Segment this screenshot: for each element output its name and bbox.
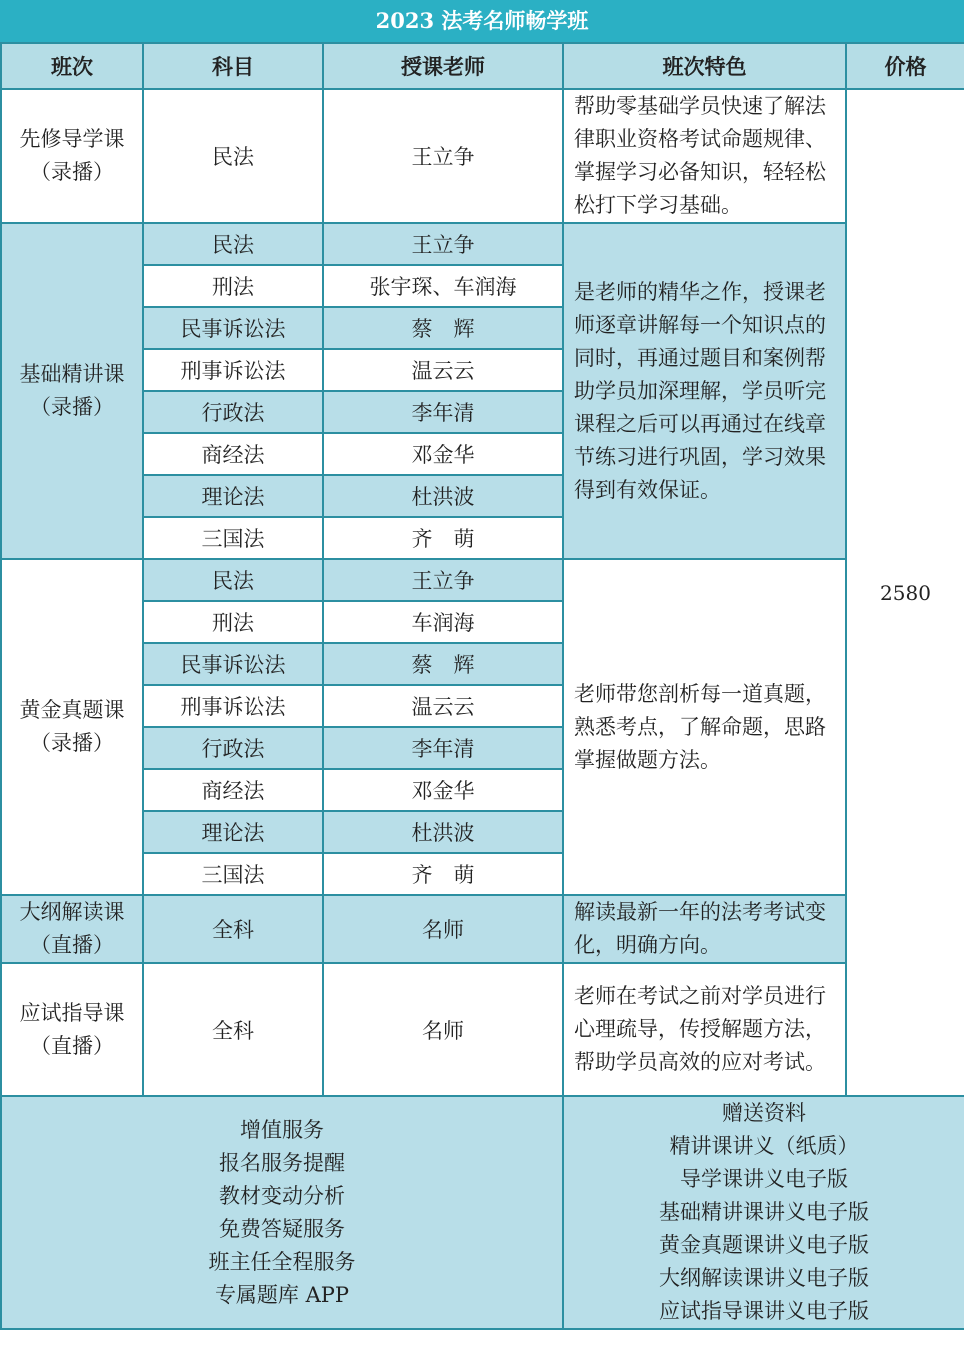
table-row — [1, 895, 964, 963]
list-item: 导学课讲义电子版 — [680, 1167, 848, 1191]
table-row — [1, 89, 964, 223]
teacher-cell: 温云云 — [323, 349, 563, 391]
teacher-cell: 车润海 — [323, 601, 563, 643]
teacher-cell: 名师 — [323, 895, 563, 963]
class-name-cell — [1, 559, 143, 895]
teacher-cell: 温云云 — [323, 685, 563, 727]
subject-cell: 民法 — [143, 559, 323, 601]
list-item: 免费答疑服务 — [219, 1216, 345, 1241]
subject-cell: 刑事诉讼法 — [143, 349, 323, 391]
teacher-cell: 杜洪波 — [323, 811, 563, 853]
list-item: 黄金真题课讲义电子版 — [659, 1233, 869, 1257]
teacher-cell: 邓金华 — [323, 433, 563, 475]
subject-cell: 理论法 — [143, 811, 323, 853]
list-item: 精讲课讲义（纸质） — [669, 1134, 859, 1158]
subject-cell: 刑法 — [143, 601, 323, 643]
teacher-cell: 王立争 — [323, 89, 563, 223]
feature-cell: 老师带您剖析每一道真题，熟悉考点，了解命题，思路掌握做题方法。 — [563, 559, 846, 895]
subject-cell: 民法 — [143, 223, 323, 265]
class-name: 大纲解读课 — [19, 900, 125, 924]
class-mode: （录播） — [30, 160, 114, 184]
list-item: 班主任全程服务 — [208, 1249, 356, 1274]
teacher-cell: 张宇琛、车润海 — [323, 265, 563, 307]
services-title: 增值服务 — [240, 1117, 324, 1142]
class-mode: （录播） — [30, 731, 114, 755]
class-name: 应试指导课 — [19, 1000, 125, 1025]
price-cell: 2580 — [846, 89, 964, 1096]
list-item: 基础精讲课讲义电子版 — [659, 1200, 869, 1224]
subject-cell: 三国法 — [143, 517, 323, 559]
list-item: 专属题库 APP — [214, 1282, 350, 1307]
teacher-cell: 蔡 辉 — [323, 307, 563, 349]
teacher-cell: 名师 — [323, 963, 563, 1096]
subject-cell: 全科 — [143, 895, 323, 963]
subject-cell: 刑事诉讼法 — [143, 685, 323, 727]
subject-cell: 商经法 — [143, 433, 323, 475]
page-title: 2023 法考名师畅学班 — [0, 0, 964, 42]
header-teacher: 授课老师 — [323, 43, 563, 89]
feature-cell: 帮助零基础学员快速了解法律职业资格考试命题规律、掌握学习必备知识，轻轻松松打下学习基础。 — [563, 89, 846, 223]
gifts-title: 赠送资料 — [722, 1101, 806, 1125]
class-name: 基础精讲课 — [19, 362, 125, 386]
header-feature: 班次特色 — [563, 43, 846, 89]
services-cell — [1, 1096, 563, 1329]
teacher-cell: 李年清 — [323, 727, 563, 769]
subject-cell: 商经法 — [143, 769, 323, 811]
gifts-cell — [563, 1096, 964, 1329]
subject-cell: 行政法 — [143, 391, 323, 433]
class-mode: （直播） — [30, 1033, 114, 1058]
subject-cell: 民事诉讼法 — [143, 307, 323, 349]
table-row — [1, 963, 964, 1096]
subject-cell: 民事诉讼法 — [143, 643, 323, 685]
teacher-cell: 杜洪波 — [323, 475, 563, 517]
class-name-cell — [1, 89, 143, 223]
table-row — [1, 559, 964, 601]
header-row — [1, 43, 964, 89]
teacher-cell: 齐 萌 — [323, 853, 563, 895]
list-item: 报名服务提醒 — [219, 1150, 345, 1175]
footer-row — [1, 1096, 964, 1329]
course-table — [0, 42, 964, 1330]
class-mode: （录播） — [30, 395, 114, 419]
feature-cell: 是老师的精华之作，授课老师逐章讲解每一个知识点的同时，再通过题目和案例帮助学员加深理解，学员听完课程之后可以再通过在线章节练习进行巩固，学习效果得到有效保证。 — [563, 223, 846, 559]
subject-cell: 理论法 — [143, 475, 323, 517]
list-item: 教材变动分析 — [219, 1183, 345, 1208]
subject-cell: 三国法 — [143, 853, 323, 895]
class-mode: （直播） — [30, 933, 114, 957]
subject-cell: 全科 — [143, 963, 323, 1096]
class-name: 黄金真题课 — [19, 698, 125, 722]
class-name-cell — [1, 223, 143, 559]
feature-cell: 老师在考试之前对学员进行心理疏导，传授解题方法，帮助学员高效的应对考试。 — [563, 963, 846, 1096]
list-item: 大纲解读课讲义电子版 — [659, 1266, 869, 1290]
feature-cell: 解读最新一年的法考考试变化，明确方向。 — [563, 895, 846, 963]
header-subject: 科目 — [143, 43, 323, 89]
header-class: 班次 — [1, 43, 143, 89]
subject-cell: 民法 — [143, 89, 323, 223]
teacher-cell: 李年清 — [323, 391, 563, 433]
class-name-cell — [1, 963, 143, 1096]
subject-cell: 刑法 — [143, 265, 323, 307]
class-name-cell — [1, 895, 143, 963]
teacher-cell: 王立争 — [323, 559, 563, 601]
teacher-cell: 蔡 辉 — [323, 643, 563, 685]
teacher-cell: 邓金华 — [323, 769, 563, 811]
header-price: 价格 — [846, 43, 964, 89]
subject-cell: 行政法 — [143, 727, 323, 769]
table-row — [1, 223, 964, 265]
list-item: 应试指导课讲义电子版 — [659, 1299, 869, 1323]
teacher-cell: 齐 萌 — [323, 517, 563, 559]
class-name: 先修导学课 — [19, 127, 125, 151]
teacher-cell: 王立争 — [323, 223, 563, 265]
